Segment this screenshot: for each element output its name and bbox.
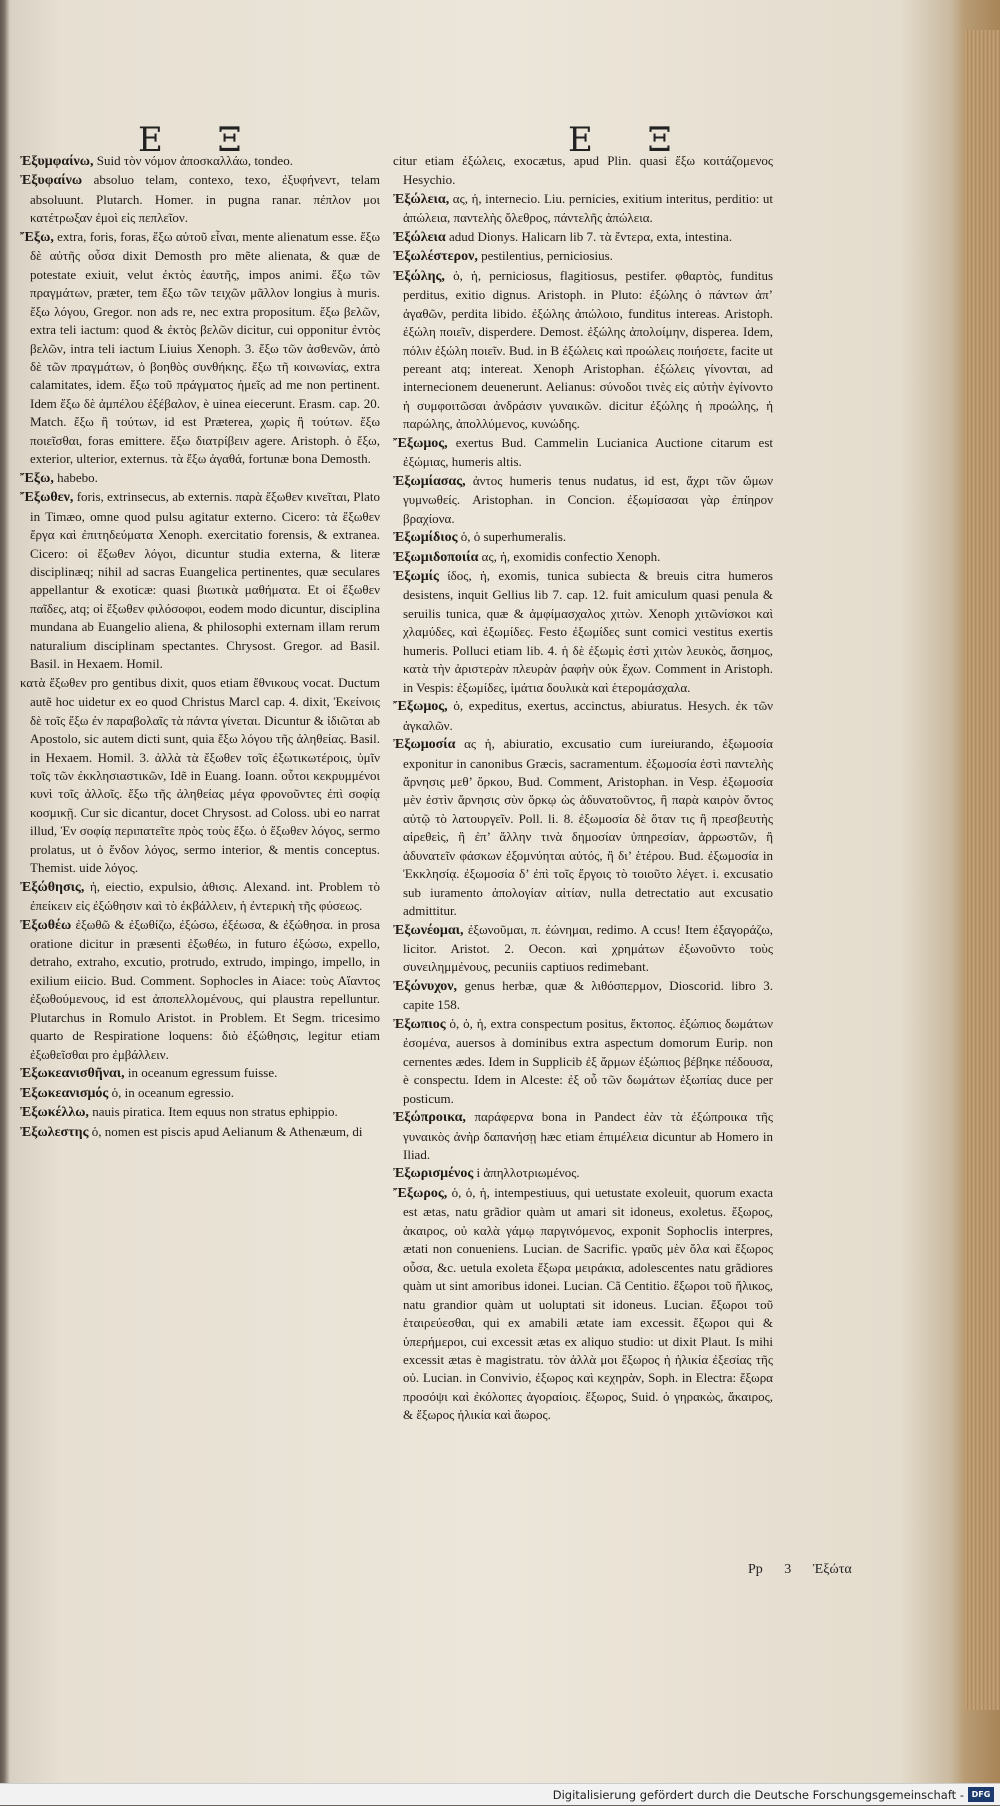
dictionary-entry bbox=[393, 1015, 773, 1108]
page-edge bbox=[964, 30, 1000, 1710]
dictionary-entry bbox=[393, 1108, 773, 1164]
dictionary-entry bbox=[393, 977, 773, 1015]
entry-lemma: Ἐξώνυχον, bbox=[393, 978, 458, 994]
entry-text: κατὰ ἔξωθεν pro gentibus dixit, quos etiam ἔθνικους vocat. Ductum autẽ hoc uidetur ex eo quod Christus Marcl cap. 4. dixit, Ἐκείνοις δὲ τοῖς ἔξω ἐν παραβολαῖς τὰ πάντα γίνεται. Dicuntur & ἰδιῶται ab Apostolo, sic autem dicti sunt, quia ἔξω λόγου τῆς ἀληθείας. Basil. in Hexaem. Homil. 3. ἀλλὰ τὰ ἔξωθεν τοῖς ἐξωτικωτέροις, ὑμῖν τοῖς τῶν ἐκκλησιαστικῶν, Idẽ in Euang. Ioann. οὗτοι κεκρυμμένοι κυνὶ τοῖς ἀλλοῖς. ἔξω τῆς ἀληθείας μέγα φρονοῦντες ἐπὶ σοφίᾳ κοσμικῇ. Cur sic dicantur, docet Chrysost. ad Coloss. ubi eo narrat illud, Ἐν σοφίᾳ περιπατεῖτε πρὸς τοὺς ἔξω. ὁ ἔξωθεν λόγος, sermo prolatus, ut ὁ ἔνδον λόγος, sermo interior, & mentis conceptus. Themist. uide λόγος. bbox=[20, 674, 380, 876]
entry-text: pestilentius, perniciosius. bbox=[481, 248, 613, 264]
entry-text: i ἀπηλλοτριωμένος. bbox=[476, 1165, 580, 1181]
entry-text: foris, extrinsecus, ab externis. παρὰ ἔξωθεν κινεῖται, Plato in Timæo, omne quod pulsu agitatur externo. Cicero: τὰ ἔξωθεν ἔργα καὶ ἐπιτηδεύματα Xenoph. exercitatio forensis, & extranea. Cicero: οἱ ἔξωθεν λόγοι, dicuntur studia externa, & literæ disciplinæq; nihil ad sacras Euangelica pertinentes, quæ seculares appellantur & exoticæ: quasi βιωτικὰ μαθήματα. Et οἱ ἔξωθεν παῖδες, atq; οἱ ἔξωθεν φιλόσοφοι, eodem modo dicuntur, disciplina mundana ab Euangelio aliena, & philosophi externam illam rerum naturalium disciplinam spectantes. Chrysost. Gregor. ad Basil. Basil. in Hexaem. Homil. bbox=[30, 489, 381, 672]
entry-text: ἐξωνοῦμαι, π. ἐώνημαι, redimo. A ccus! Item ἐξαγοράζω, licitor. Aristot. 2. Oecon. καὶ χρημάτων ἐξωνοῦντο τοὺς συνειλημμένους, pecuniis captiuos redimebant. bbox=[403, 921, 774, 975]
dictionary-entry bbox=[20, 1103, 380, 1122]
entry-lemma: Ἐξωμοσία bbox=[393, 737, 456, 753]
dictionary-entry bbox=[20, 674, 380, 878]
entry-lemma: Ἐξωρισμένος bbox=[393, 1166, 474, 1182]
entry-lemma: Ἐξωθέω bbox=[20, 917, 72, 933]
dictionary-entry bbox=[393, 1184, 773, 1425]
signature-number: 3 bbox=[784, 1562, 792, 1577]
entry-lemma: Ἐξώθησις, bbox=[20, 879, 85, 895]
entry-lemma: Ἐξωμιδοποιία bbox=[393, 549, 479, 565]
dictionary-entry bbox=[393, 190, 773, 228]
entry-text: exertus Bud. Cammelin Lucianica Auctione citarum est ἐξώμιας, humeris altis. bbox=[403, 434, 773, 470]
entry-text: ὁ, expeditus, exertus, accinctus, abiuratus. Hesych. ἐκ τῶν ἀγκαλῶν. bbox=[403, 698, 773, 733]
dictionary-entry bbox=[20, 1084, 380, 1103]
entry-lemma: Ἔξωμος, bbox=[393, 435, 448, 451]
entry-text: ὁ, ὁ, ἡ, extra conspectum positus, ἔκτοπος. ἐξώπιος δωμάτων ἐσομένα, auersos à dominibus extra aspectum domorum Eurip. non cernentes ædes. Idem in Supplicib ἐξ ἄρμων ἐξώπιος βέβηκε πέδουσα, è conspectu. Idem in Alceste: ἐξ οὖ τῶν δωμάτων ἐξωπίας duce per posticum. bbox=[403, 1015, 773, 1106]
entry-lemma: Ἐξωκεανισμός bbox=[20, 1085, 109, 1101]
dictionary-entry bbox=[393, 567, 773, 697]
entry-lemma: Ἔξωμος, bbox=[393, 699, 448, 715]
catchword: Ἐξώτα bbox=[812, 1562, 852, 1577]
entry-text: ας ἡ, abiuratio, excusatio cum iureiurando, ἐξωμοσία exponitur in canonibus Græcis, sacramentum. ἐξωμοσία ἐστὶ παντελὴς ἄρνησις μεθ’ ὅρκου, Bud. Comment, Aristophan. in Vesp. ἐξωμοσία μὲν ἐστὶν ἄρνησις σὺν ὅρκῳ ὡς ἀδυνατοῦντος, ἢ παρὰ καιρὸν ὄντος αὐτῷ τὸ λατουργεῖν. Poll. li. 8. ἐξωμοσία δὲ ὅταν τις ἢ πρεσβευτὴς αἱρεθεὶς, ἢ ἐπ’ ἄλλην τινὰ δημοσίαν ὑπηρεσίαν, ἀρρωστῶν, ἢ ἀδυνατεῖν φάσκων ἐξομνύηται αὐτός, ἢ δι’ ἑτέρου. Bud. ἐξωμοσία in Ἐκκλησίᾳ. ἐξωμοσία δ’ ἐπὶ τοῖς ἔργοις τὸ τοιοῦτο λέγετ. i. excusatio sub iuramento ἀπολογίαν αἰτίαν, nulla detrectatio aut excusatio admittitur. bbox=[403, 736, 773, 919]
entry-lemma: Ἐξωμίασας, bbox=[393, 473, 466, 489]
entry-text: Suid τὸν νόμον ἀποσκαλλάω, tondeo. bbox=[96, 153, 293, 168]
dictionary-entry bbox=[393, 472, 773, 528]
entry-text: ὁ, in oceanum egressio. bbox=[111, 1084, 234, 1100]
dictionary-entry bbox=[393, 267, 773, 434]
signature-mark: Pp bbox=[748, 1562, 763, 1577]
entry-text: παράφερνα bona in Pandect ἐὰν τὰ ἐξώπροικα τῆς γυναικὸς ἀνὴρ δαπανήσῃ hæc etiam ἐπιμέλεια dicuntur ab Homero in Iliad. bbox=[403, 1109, 774, 1163]
entry-lemma: Ἐξωλέστερον, bbox=[393, 249, 478, 265]
dictionary-entry bbox=[393, 152, 773, 190]
entry-lemma: Ἐξυφαίνω bbox=[20, 173, 83, 189]
entry-text: in oceanum egressum fuisse. bbox=[127, 1065, 278, 1081]
dictionary-entry bbox=[393, 434, 773, 472]
entry-lemma: Ἐξώλεια, bbox=[393, 191, 450, 207]
dictionary-entry bbox=[393, 228, 773, 247]
entry-text: extra, foris, foras, ἔξω αὑτοῦ εἶναι, mente alienatum esse. ἔξω δὲ αὐτῆς οὖσα dixit Demosth pro mẽte alienata, & quæ de potestate exiuit, velut ἐκτὸς ἑαυτῆς, impos animi. ἔξω τῶν πραγμάτων, præter, tem ἔξω τῶν τειχῶν μᾶλλον longius à muris. ἔξω λόγου, Gregor. non ads re, nec extra propositum. ἔξω βελῶν, extra teli iactum: quod & ἐκτὸς βελῶν dicitur, cui opponitur ἐντὸς βελῶν, intra teli iactum Liuius Xenoph. 3. ἔξω τῶν ἀσθενῶν, ἀπὸ δὲ τῶν πραγμάτων, ὁ βοηθὸς συνθήκης. ἔξω τῆ κοινωνίας, extra calamitates, idem. ἔξω τοῦ πράγματος ἡμεῖς ad me non pertinent. Idem ἔξω δὲ ἀμπέλου ἐξέβαλον, è uinea eiecerunt. Erasm. cap. 20. Match. ἔξω ἢ τούτων, id est Præterea, χωρὶς ἢ τούτων. ἔξω ποιεῖσθαι, foras emittere. ἔξω διατρίβειν agere. Aristoph. ὁ ἔξω, exterior, ulterior, externus. τὰ ἔξω ἀγαθά, fortunæ bona Demosth. bbox=[30, 228, 380, 467]
entry-lemma: Ἐξώλης, bbox=[393, 268, 445, 284]
page bbox=[8, 10, 958, 1770]
entry-text: ἡ, eiectio, expulsio, ἀθισις. Alexand. int. Problem τὸ ἐπείκειν εἰς ἐξώθησιν καὶ τὸ ἐκβάλλειν, ἡ ἐντερικὴ τῆς φύσεως. bbox=[30, 878, 380, 914]
entry-text: ἐξωθῶ & ἐξωθίζω, ἐξώσω, ἐξέωσα, & ἐξώθησα. in prosa oratione dicitur in præsenti ἐξωθέω, in futuro ἐξώσω, expello, detraho, extraho, excutio, protrudo, extrudo, impingo, impello, in exilium eiicio. Bud. Comment. Sophocles in Aiace: τοὺς Αἴαντος ἐξωθούμενους, id est ἀποπελλομένους, qui plaustra repelluntur. Plutarchus in Romulo Aristot. in Problem. Et Segm. tricesimo quarto de Respiratione loquens: διὸ ἐξώθησις, legitur etiam ἐξωθεῖσθαι pro ἐμβάλλειν. bbox=[30, 916, 381, 1062]
entry-lemma: Ἔξω, bbox=[20, 470, 54, 486]
entry-text: ὁ, ἡ, perniciosus, flagitiosus, pestifer. φθαρτὸς, funditus perditus, exitio dignus. Aristoph. in Pluto: ἐξώλης ὁ πάντων ἀπ’ ἀγαθῶν, perdita libido. ἐξώλης ἀπώλοιο, funditus intereas. Aristoph. ἐξώλη ποιεῖν, disperdere. Demost. ἐξώλης ἀπολοίμην, disperea. Idem, πόλιν ἐξώλη ποιεῖν. Bud. in Β ἐξώλεις καὶ προώλεις ποιήσετε, facite ut pereant atq; intereat. Xenoph Aristophan. ἐξώλεις γίνονται, ad internecionem deuenerunt. Aelianus: σύνοδοι τινὲς εἰς αὐτὴν ἐγίνοντο ἡ συμφοιτῶσαι ἀνδράσιν γυναικῶν. dicitur ἐξώλης ἡ προώλης, ἡ παρώλης, ἀπολλύμενος, κυνώδης. bbox=[403, 267, 774, 432]
entry-text: adud Dionys. Halicarn lib 7. τὰ ἔντερα, exta, intestina. bbox=[448, 228, 733, 244]
entry-text: ας, ἡ, exomidis confectio Xenoph. bbox=[481, 548, 661, 564]
entry-lemma: Ἐξωκεανισθῆναι, bbox=[20, 1066, 125, 1082]
credit-text: Digitalisierung gefördert durch die Deutsche Forschungsgemeinschaft - bbox=[552, 1788, 964, 1802]
entry-text: absoluo telam, contexo, texo, ἐξυφήνεντ, telam absoluunt. Plutarch. Homer. in pugna ranar. πέπλον μοι κατέτρωξαν ἐμοὶ εἰς πεπλεῖον. bbox=[30, 172, 380, 226]
page-signature bbox=[748, 1562, 870, 1578]
entry-text: ὁ, ὁ superhumeralis. bbox=[460, 529, 567, 545]
entry-text: nauis piratica. Item equus non stratus ephippio. bbox=[92, 1104, 338, 1120]
entry-lemma: Ἔξωρος, bbox=[393, 1185, 448, 1201]
dictionary-entry bbox=[393, 697, 773, 735]
entry-text: ἀντος humeris tenus nudatus, id est, ἄχρι τῶν ὤμων γυμνωθείς. Aristophan. in Concion. ἐξωμίσασαι γὰρ ἐπίηρον βραχίονα. bbox=[403, 472, 773, 526]
entry-lemma: Ἐξώλεια bbox=[393, 229, 446, 245]
entry-lemma: Ἐξωλεστης bbox=[20, 1124, 89, 1140]
dictionary-entry bbox=[393, 735, 773, 921]
dictionary-entry bbox=[20, 488, 380, 674]
entry-lemma: Ἐξωνέομαι, bbox=[393, 922, 464, 938]
entry-lemma: Ἐξωκέλλω, bbox=[20, 1105, 89, 1121]
entry-text: ὁ, ὁ, ἡ, intempestiuus, qui uetustate exoleuit, quorum exacta est ætas, natu grãdior quàm ut amari sit idoneus, exoletus. ἔξωρος, ἀκαιρος, οὐ καλὰ γάμῳ παργινόμενος, exponit Sophoclis interpres, ætati non conueniens. Lucian. de Sacrific. γραῦς μὲν ὄλα καὶ ἔξωρος οὖσα, &c. uetula exoleta ἔξωρα μειράκια, adolescentes natu grãdiores quàm ut sint amoribus idonei. Lucian. Cã Centitio. ἔξωροι τοῦ ἥλικος, natu grandior quàm ut uoluptati sit idoneus. Lucian. ἔξωροι τοῦ ἑταιρεύεσθαι, qui ex amabili ætate iam excessit. ἔξωροι qui & ὑπερήμεροι, cui excessit ætas ex aliquo studio: ut dixit Plaut. Is mihi excessit ætas è magistratu. τὸν ἀλλὰ μοι ἔξωρος ἡ ἡλικία ἐξεσίας τῆς οὐ. Lucian. in Convivio, ἐξωρος καὶ κεχηρὰν, Soph. in Electra: ἔξωρα προσόψι καὶ ἐκόλοπες ἀγοραίοις. ἔξωρος, Suid. ὁ γηρακὼς, ἄκαιρος, & ἔξωρος ἡλικία καὶ ἄωρος. bbox=[403, 1184, 774, 1423]
entry-lemma: Ἔξωθεν, bbox=[20, 490, 74, 506]
dictionary-entry bbox=[20, 152, 380, 171]
right-column bbox=[393, 152, 773, 1425]
entry-lemma: Ἐξώπροικα, bbox=[393, 1110, 466, 1126]
entry-text: ας, ἡ, internecio. Liu. pernicies, exitium interitus, perditio: ut ἀπώλεια, παντελὴς ὄλεθρος, πάντελῆς ἀπώλεια. bbox=[403, 190, 774, 226]
entry-text: habebo. bbox=[57, 469, 98, 485]
dictionary-entry bbox=[20, 878, 380, 916]
dictionary-entry bbox=[393, 548, 773, 567]
dfg-logo: DFG bbox=[968, 1787, 994, 1802]
dictionary-entry bbox=[393, 247, 773, 266]
dictionary-entry bbox=[20, 1123, 380, 1142]
entry-lemma: Ἔξω, bbox=[20, 229, 54, 245]
entry-text: genus herbæ, quæ & λιθόσπερμον, Dioscorid. libro 3. capite 158. bbox=[403, 977, 773, 1013]
dictionary-entry bbox=[20, 171, 380, 227]
entry-lemma: Ἐξωμίς bbox=[393, 568, 439, 584]
entry-text: ίδος, ἡ, exomis, tunica subiecta & breuis citra humeros desistens, inquit Gellius lib 7. cap. 12. fuit amiculum quasi penula & seruilis tunica, quæ & ἀμφίμασχαλος χιτὼν. Χenoph χιτῶνίσκοι καὶ χλαμύδες, καὶ ἐξωμίδες. Festo ἐξωμίδες sunt comici vestitus exertis humeris. Polluci etiam lib. 4. ἡ δὲ ἐξωμὶς ἐστὶ χιτὼν λευκὸς, ἄσημος, κατὰ τὴν ἀριστερὰν πλευρὰν ῥαφὴν οὐκ ἔχων. Comment in Aristoph. in Vespis: ἐξωμίδες, ἱμάτια δουλικὰ καὶ ἑτερομάσχαλα. bbox=[403, 567, 773, 695]
dictionary-entry bbox=[393, 921, 773, 977]
dictionary-entry bbox=[20, 916, 380, 1065]
dictionary-entry bbox=[20, 228, 380, 469]
entry-lemma: Ἐξυμφαίνω, bbox=[20, 154, 94, 169]
entry-lemma: Ἐξωπιος bbox=[393, 1016, 446, 1032]
dictionary-entry bbox=[393, 528, 773, 547]
running-head-right: Ε Ξ bbox=[568, 120, 694, 160]
digitization-credit bbox=[0, 1783, 1000, 1805]
entry-text: ὁ, nomen est piscis apud Aelianum & Athenæum, di bbox=[91, 1123, 363, 1139]
dictionary-entry bbox=[393, 1164, 773, 1183]
dictionary-entry bbox=[20, 469, 380, 488]
entry-text: citur etiam ἐξώλεις, exocætus, apud Plin. quasi ἔξω κοιτάζομενος Hesychio. bbox=[393, 153, 773, 188]
entry-lemma: Ἐξωμίδιος bbox=[393, 530, 458, 546]
dictionary-entry bbox=[20, 1064, 380, 1083]
left-column bbox=[20, 152, 380, 1142]
running-head-left: Ε Ξ bbox=[138, 120, 264, 160]
